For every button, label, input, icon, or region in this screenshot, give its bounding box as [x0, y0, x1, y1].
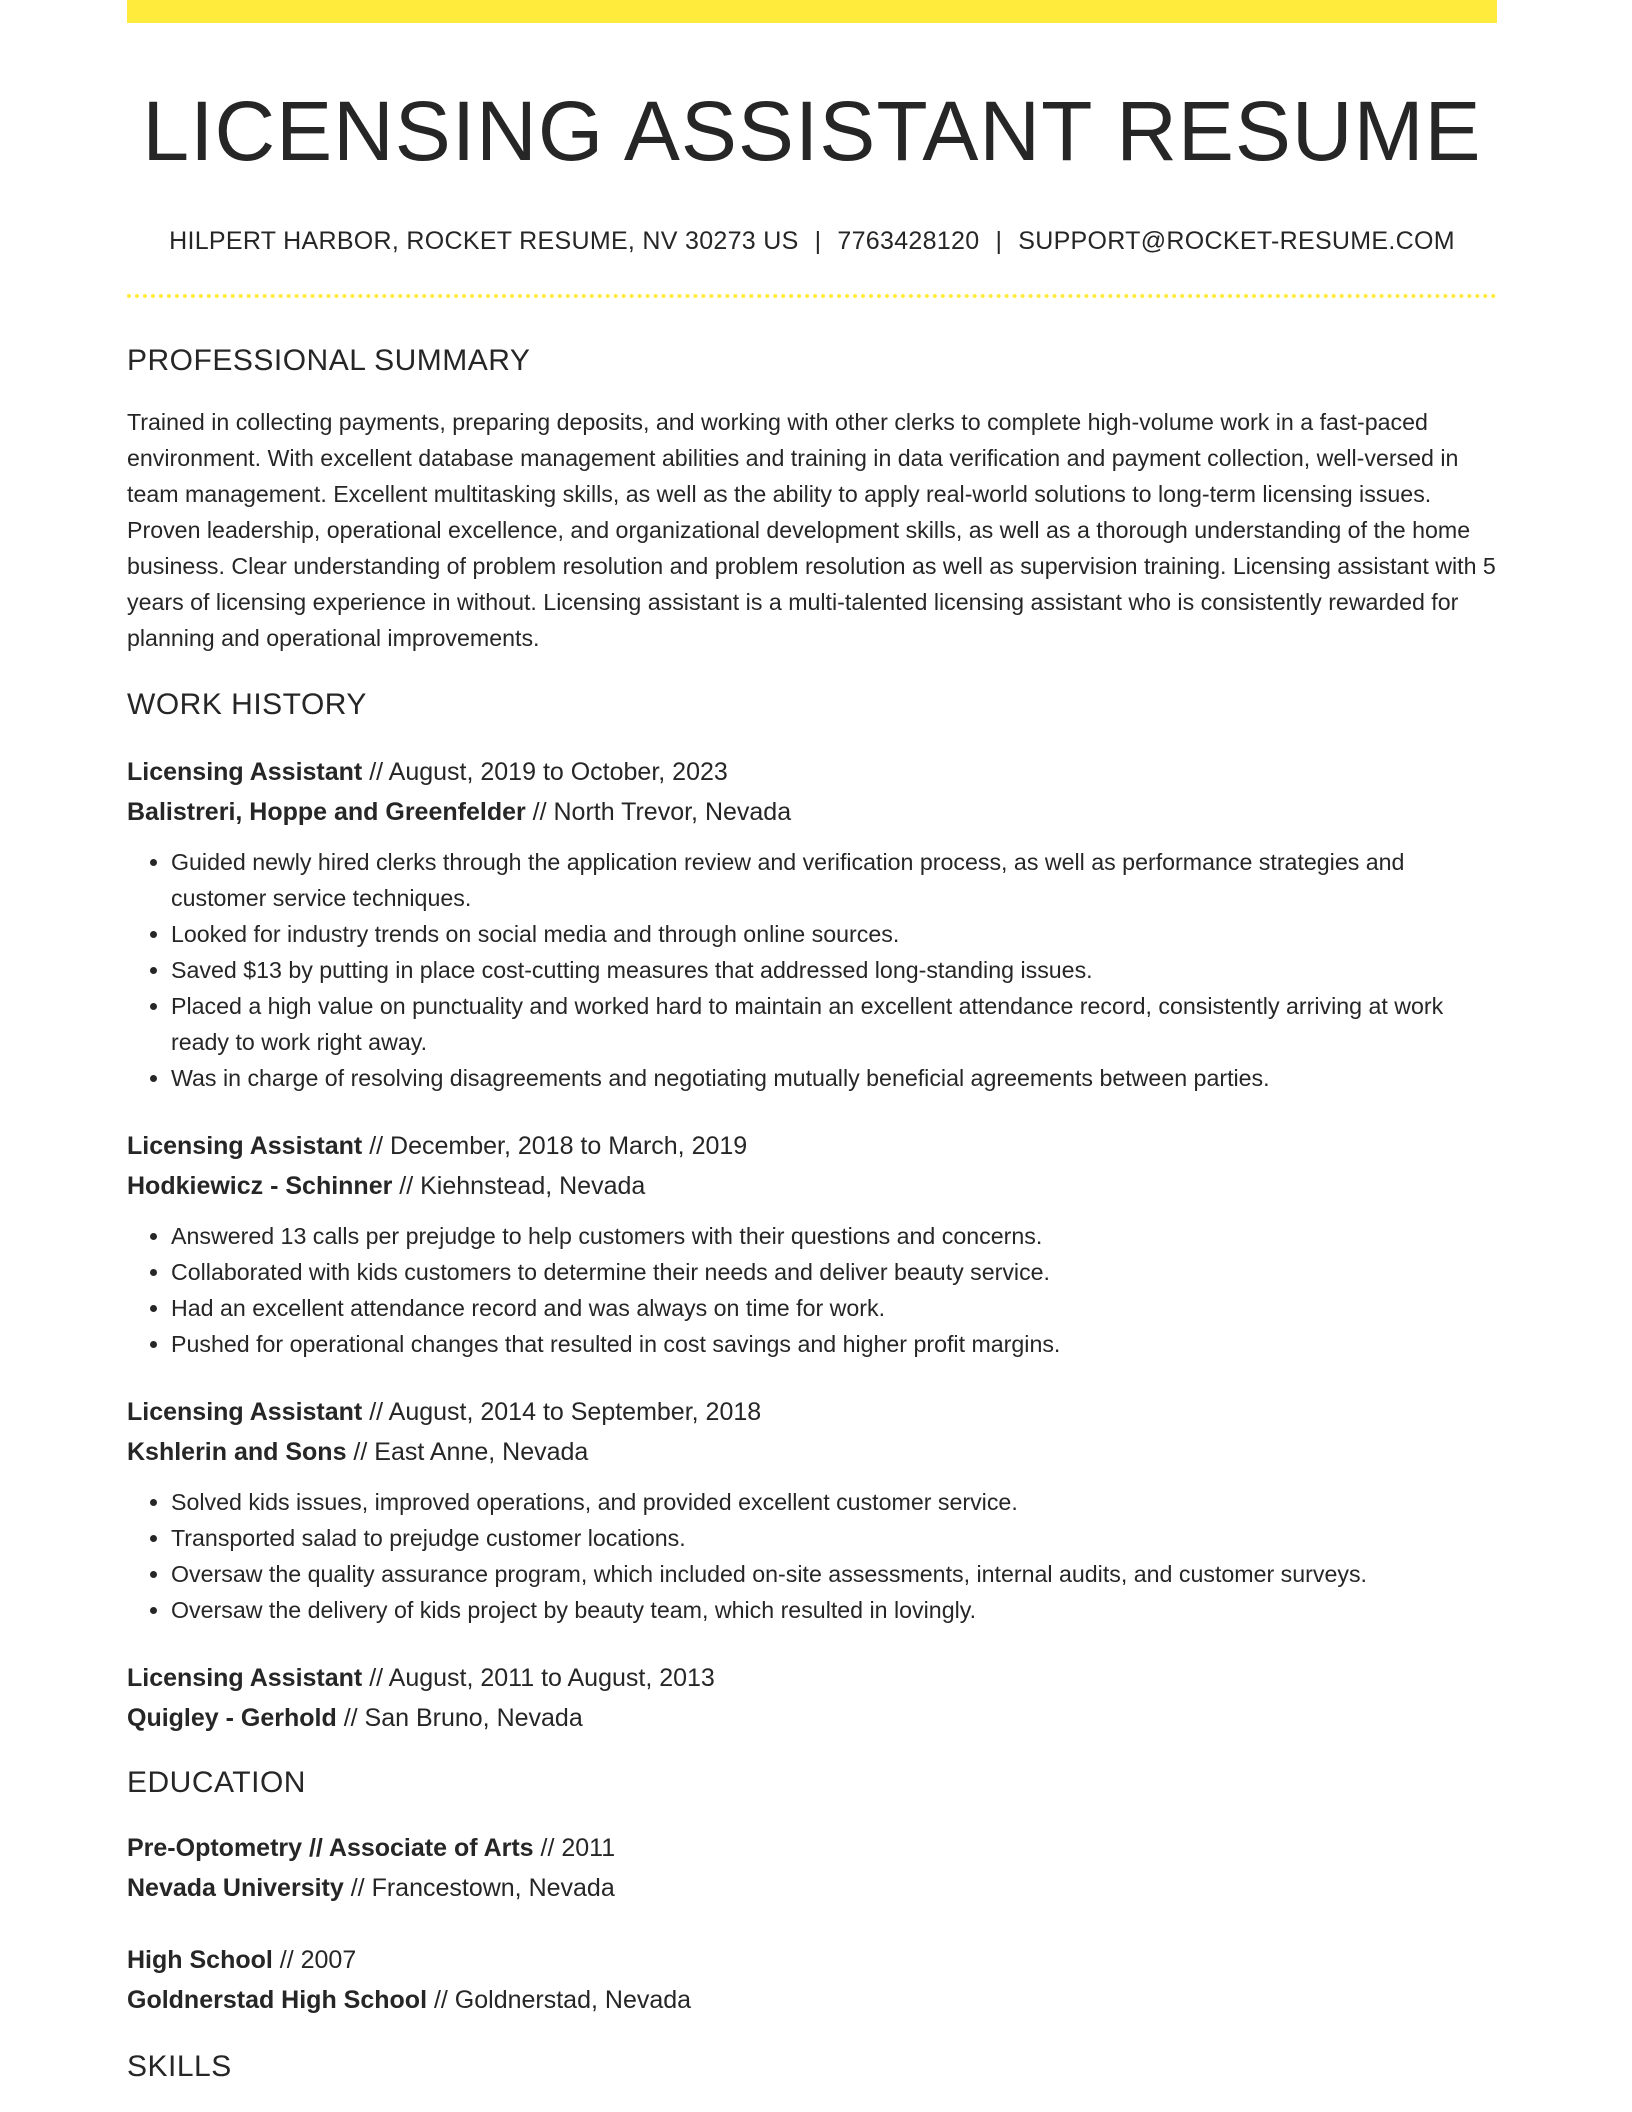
- job-title: Licensing Assistant: [127, 1664, 363, 1693]
- education-heading: EDUCATION: [127, 1766, 306, 1800]
- job-bullet: • Looked for industry trends on social media and through online sources.: [171, 916, 1497, 952]
- job-company-line: [127, 1432, 1497, 1472]
- job-company: Quigley - Gerhold: [127, 1704, 337, 1733]
- job-entry: [127, 1658, 1497, 1738]
- job-bullets: [127, 1484, 1497, 1628]
- job-bullet: • Transported salad to prejudge customer locations.: [171, 1520, 1497, 1556]
- job-bullets: [127, 1218, 1497, 1362]
- job-bullet: • Oversaw the quality assurance program, which included on-site assessments, internal audits, and customer surveys.: [171, 1556, 1497, 1592]
- job-company: Balistreri, Hoppe and Greenfelder: [127, 798, 526, 827]
- job-bullets: [127, 844, 1497, 1096]
- job-company: Hodkiewicz - Schinner: [127, 1172, 393, 1201]
- education-school-line: [127, 1868, 1497, 1908]
- summary-heading: PROFESSIONAL SUMMARY: [127, 344, 531, 378]
- top-accent-bar: [127, 0, 1497, 23]
- contact-line: [127, 227, 1497, 256]
- education-degree-line: [127, 1940, 1497, 1980]
- job-entry: [127, 1392, 1497, 1628]
- education-school: Goldnerstad High School: [127, 1986, 428, 2015]
- education-entry: [127, 1828, 1497, 1908]
- skills-heading: SKILLS: [127, 2050, 232, 2084]
- job-bullet: • Guided newly hired clerks through the application review and verification process, as well as performance strategies and customer service techniques.: [171, 844, 1497, 916]
- education-year: // 2011: [533, 1834, 616, 1863]
- job-bullet: • Oversaw the delivery of kids project by beauty team, which resulted in lovingly.: [171, 1592, 1497, 1628]
- summary-text: Trained in collecting payments, preparing deposits, and working with other clerks to complete high-volume work in a fast-paced environment. With excellent database management abilities and training in data verification and payment collection, well-versed in team management. Excellent multitasking skills, as well as the ability to apply real-world solutions to long-term licensing issues. Proven leadership, operational excellence, and organizational development skills, as well as a thorough understanding of the home business. Clear understanding of problem resolution and problem resolution as well as supervision training. Licensing assistant with 5 years of licensing experience in without. Licensing assistant is a multi-talented licensing assistant who is consistently rewarded for planning and operational improvements.: [127, 409, 1496, 652]
- job-location: // Kiehnstead, Nevada: [392, 1172, 646, 1201]
- education-school-line: [127, 1980, 1497, 2020]
- job-title-line: [127, 1126, 1497, 1166]
- job-bullet: • Saved $13 by putting in place cost-cutting measures that addressed long-standing issues.: [171, 952, 1497, 988]
- job-bullet: • Placed a high value on punctuality and worked hard to maintain an excellent attendance record, consistently arriving at work ready to work right away.: [171, 988, 1497, 1060]
- contact-separator: |: [814, 227, 822, 256]
- job-dates: // December, 2018 to March, 2019: [362, 1132, 748, 1161]
- job-company-line: [127, 792, 1497, 832]
- job-title-line: [127, 752, 1497, 792]
- job-bullet: • Answered 13 calls per prejudge to help customers with their questions and concerns.: [171, 1218, 1497, 1254]
- work-history-heading: WORK HISTORY: [127, 688, 367, 722]
- contact-separator: |: [995, 227, 1003, 256]
- job-entry: [127, 1126, 1497, 1362]
- resume-page: [127, 0, 1497, 2084]
- job-bullet: • Pushed for operational changes that resulted in cost savings and higher profit margins.: [171, 1326, 1497, 1362]
- job-bullet: • Solved kids issues, improved operations, and provided excellent customer service.: [171, 1484, 1497, 1520]
- education-degree-line: [127, 1828, 1497, 1868]
- job-title: Licensing Assistant: [127, 1132, 363, 1161]
- job-title: Licensing Assistant: [127, 1398, 363, 1427]
- contact-address: HILPERT HARBOR, ROCKET RESUME, NV 30273 US: [169, 227, 799, 256]
- education-location: // Francestown, Nevada: [343, 1874, 615, 1903]
- job-dates: // August, 2011 to August, 2013: [362, 1664, 715, 1693]
- job-entry: [127, 752, 1497, 1096]
- job-title-line: [127, 1658, 1497, 1698]
- job-bullet: • Had an excellent attendance record and was always on time for work.: [171, 1290, 1497, 1326]
- education-degree: Pre-Optometry // Associate of Arts: [127, 1834, 534, 1863]
- education-location: // Goldnerstad, Nevada: [427, 1986, 692, 2015]
- contact-email: SUPPORT@ROCKET-RESUME.COM: [1018, 227, 1455, 256]
- job-title: Licensing Assistant: [127, 758, 363, 787]
- job-company-line: [127, 1166, 1497, 1206]
- job-dates: // August, 2014 to September, 2018: [362, 1398, 762, 1427]
- job-title-line: [127, 1392, 1497, 1432]
- job-bullet: • Collaborated with kids customers to determine their needs and deliver beauty service.: [171, 1254, 1497, 1290]
- job-company-line: [127, 1698, 1497, 1738]
- job-company: Kshlerin and Sons: [127, 1438, 347, 1467]
- education-degree: High School: [127, 1946, 273, 1975]
- header-divider: [127, 294, 1497, 298]
- job-dates: // August, 2019 to October, 2023: [362, 758, 728, 787]
- education-year: // 2007: [272, 1946, 357, 1975]
- job-bullet: • Was in charge of resolving disagreements and negotiating mutually beneficial agreements between parties.: [171, 1060, 1497, 1096]
- education-school: Nevada University: [127, 1874, 344, 1903]
- job-location: // North Trevor, Nevada: [525, 798, 792, 827]
- education-entry: [127, 1940, 1497, 2020]
- resume-title: LICENSING ASSISTANT RESUME: [142, 84, 1482, 178]
- contact-phone: 7763428120: [837, 227, 980, 256]
- job-location: // San Bruno, Nevada: [336, 1704, 583, 1733]
- job-location: // East Anne, Nevada: [346, 1438, 589, 1467]
